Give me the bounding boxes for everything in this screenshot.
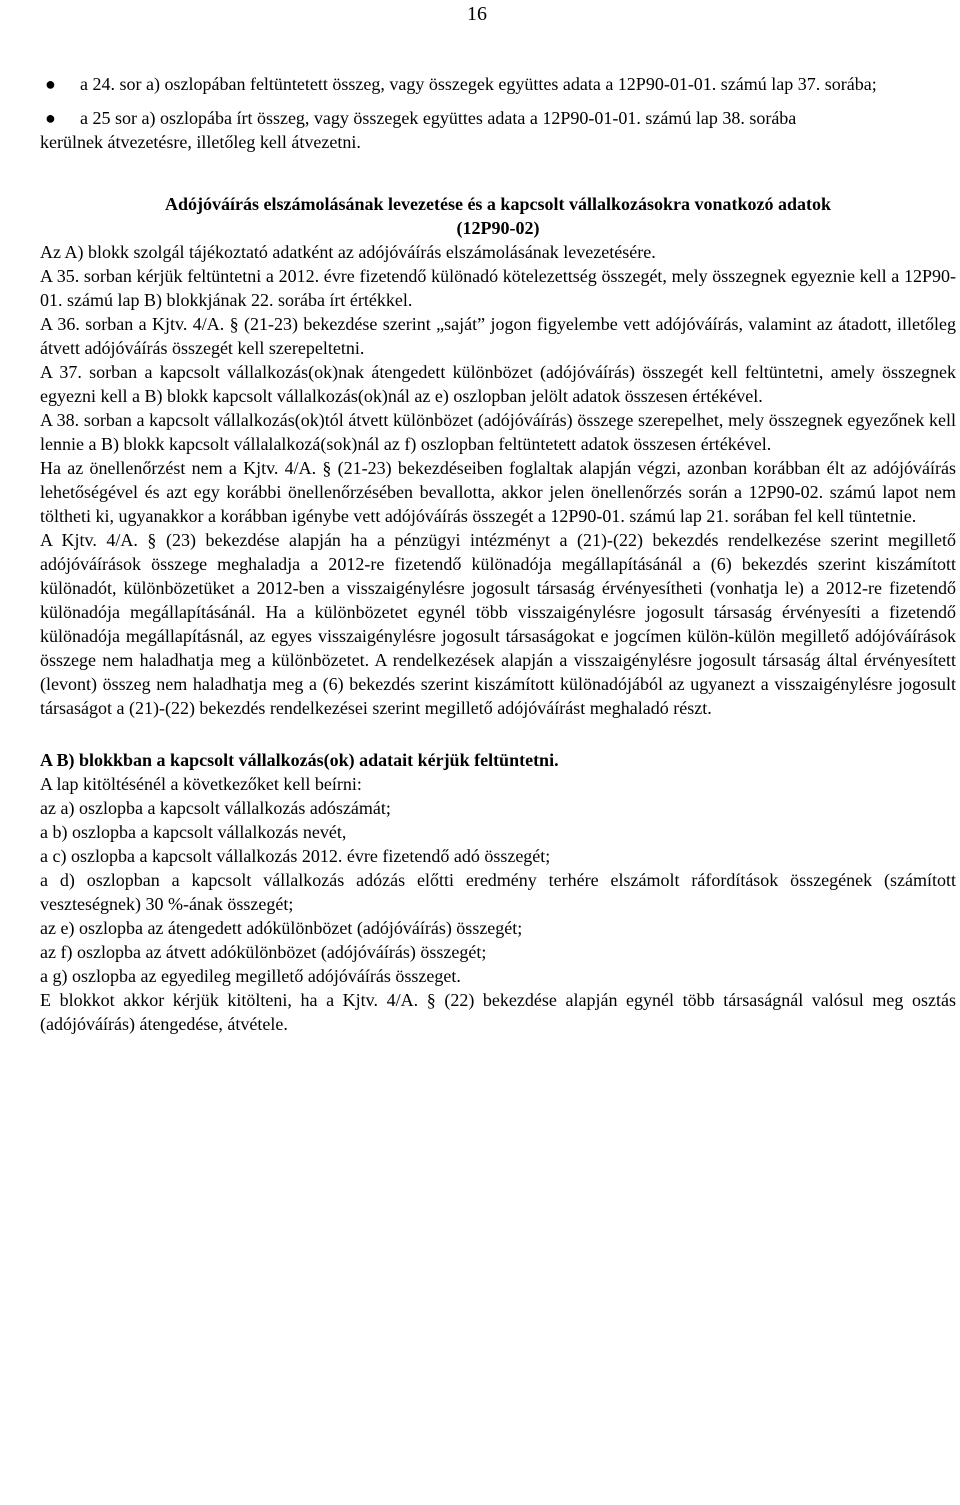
column-instruction: a g) oszlopba az egyedileg megillető adójóváírás összeget.: [40, 966, 461, 986]
paragraph: A Kjtv. 4/A. § (23) bekezdése alapján ha a pénzügyi intézményt a (21)-(22) bekezdés rendelkezése szerint megillető adójóváírások összege meghaladja a 2012-re fizetendő különadója megállapításánál a (6) bekezdés szerint kiszámított különadót, különbözetüket a 2012-ben a visszaigénylésre jogosult társaság érvényesítheti (vonhatja le) a 2012-re fizetendő különadója megállapításánál. Ha a különbözetet egynél több visszaigénylésre jogosult társaság érvényesíti a fizetendő különadója megállapításnál, az egyes visszaigénylésre jogosult társaságokat e jogcímen külön-külön megillető adójóváírások összege nem haladhatja meg a különbözetet. A rendelkezések alapján a visszaigénylésre jogosult társaság által érvényesített (levont) összeg nem haladhatja meg a (6) bekezdés szerint kiszámított különadójából az ugyanezt a visszaigénylésre jogosult társaságot a (21)-(22) bekezdés rendelkezései szerint megillető adójóváírást meghaladó részt.: [40, 530, 956, 718]
section-heading-code: (12P90-02): [456, 218, 540, 238]
paragraph: A 35. sorban kérjük feltüntetni a 2012. évre fizetendő különadó kötelezettség összegét, mely összegnek egyeznie kell a 12P90-01. számú lap B) blokkjának 22. sorába írt értékkel.: [40, 266, 956, 310]
page-number: 16: [467, 3, 487, 25]
column-instruction: a d) oszlopban a kapcsolt vállalkozás adózás előtti eredmény terhére elszámolt ráfordítások összegének (számított veszteségnek) 30 %-ának összegét;: [40, 870, 956, 914]
section-heading: Adójóváírás elszámolásának levezetése és a kapcsolt vállalkozásokra vonatkozó adatok: [165, 194, 831, 214]
bullet-item: [40, 106, 956, 130]
paragraph: A 36. sorban a Kjtv. 4/A. § (21-23) bekezdése szerint „saját” jogon figyelembe vett adójóváírás, valamint az átadott, illetőleg átvett adójóváírás összegét kell szerepeltetni.: [40, 314, 956, 358]
section-b-block: [40, 748, 956, 1036]
bullet-conclusion: kerülnek átvezetésre, illetőleg kell átvezetni.: [40, 132, 361, 152]
bullet-text: a 25 sor a) oszlopába írt összeg, vagy összegek együttes adata a 12P90-01-01. számú lap 38. sorába: [80, 108, 797, 128]
column-instruction: az a) oszlopba a kapcsolt vállalkozás adószámát;: [40, 798, 391, 818]
section-b-intro: A lap kitöltésénél a következőket kell beírni:: [40, 774, 362, 794]
paragraph: A 38. sorban a kapcsolt vállalkozás(ok)tól átvett különbözet (adójóváírás) összege szerepelhet, mely összegnek egyezőnek kell lennie a B) blokk kapcsolt vállalalkozá(sok)nál az f) oszlopban feltüntetett adatok összesen értékével.: [40, 410, 956, 454]
column-instruction: az f) oszlopba az átvett adókülönbözet (adójóváírás) összegét;: [40, 942, 487, 962]
section-b-title: A B) blokkban a kapcsolt vállalkozás(ok) adatait kérjük feltüntetni.: [40, 750, 559, 770]
column-instruction: az e) oszlopba az átengedett adókülönbözet (adójóváírás) összegét;: [40, 918, 523, 938]
bullet-dot-icon: ●: [45, 108, 56, 128]
page-content: [40, 72, 956, 1036]
bullet-list: [40, 72, 956, 130]
paragraph: Az A) blokk szolgál tájékoztató adatként az adójóváírás elszámolásának levezetésére.: [40, 242, 656, 262]
bullet-text: a 24. sor a) oszlopában feltüntetett összeg, vagy összegek együttes adata a 12P90-01-01. számú lap 37. sorába;: [80, 74, 877, 94]
section-b-final: E blokkot akkor kérjük kitölteni, ha a Kjtv. 4/A. § (22) bekezdése alapján egynél több társaságnál valósul meg osztás (adójóváírás) átengedése, átvétele.: [40, 990, 956, 1034]
paragraph: A 37. sorban a kapcsolt vállalkozás(ok)nak átengedett különbözet (adójóváírás) összegét kell feltüntetni, amely összegnek egyezni kell a B) blokk kapcsolt vállalkozás(ok)nál az e) oszlopban jelölt adatok összesen értékével.: [40, 362, 956, 406]
column-instruction: a c) oszlopba a kapcsolt vállalkozás 2012. évre fizetendő adó összegét;: [40, 846, 551, 866]
paragraph: Ha az önellenőrzést nem a Kjtv. 4/A. § (21-23) bekezdéseiben foglaltak alapján végzi, azonban korábban élt az adójóváírás lehetőségével és azt egy korábbi önellenőrzésében bevallotta, akkor jelen önellenőrzés során a 12P90-02. számú lapot nem töltheti ki, ugyanakkor a korábban igénybe vett adójóváírás összegét a 12P90-01. számú lap 21. sorában fel kell tüntetnie.: [40, 458, 956, 526]
bullet-dot-icon: ●: [45, 74, 56, 94]
bullet-item: [40, 72, 956, 96]
column-instruction: a b) oszlopba a kapcsolt vállalkozás nevét,: [40, 822, 347, 842]
